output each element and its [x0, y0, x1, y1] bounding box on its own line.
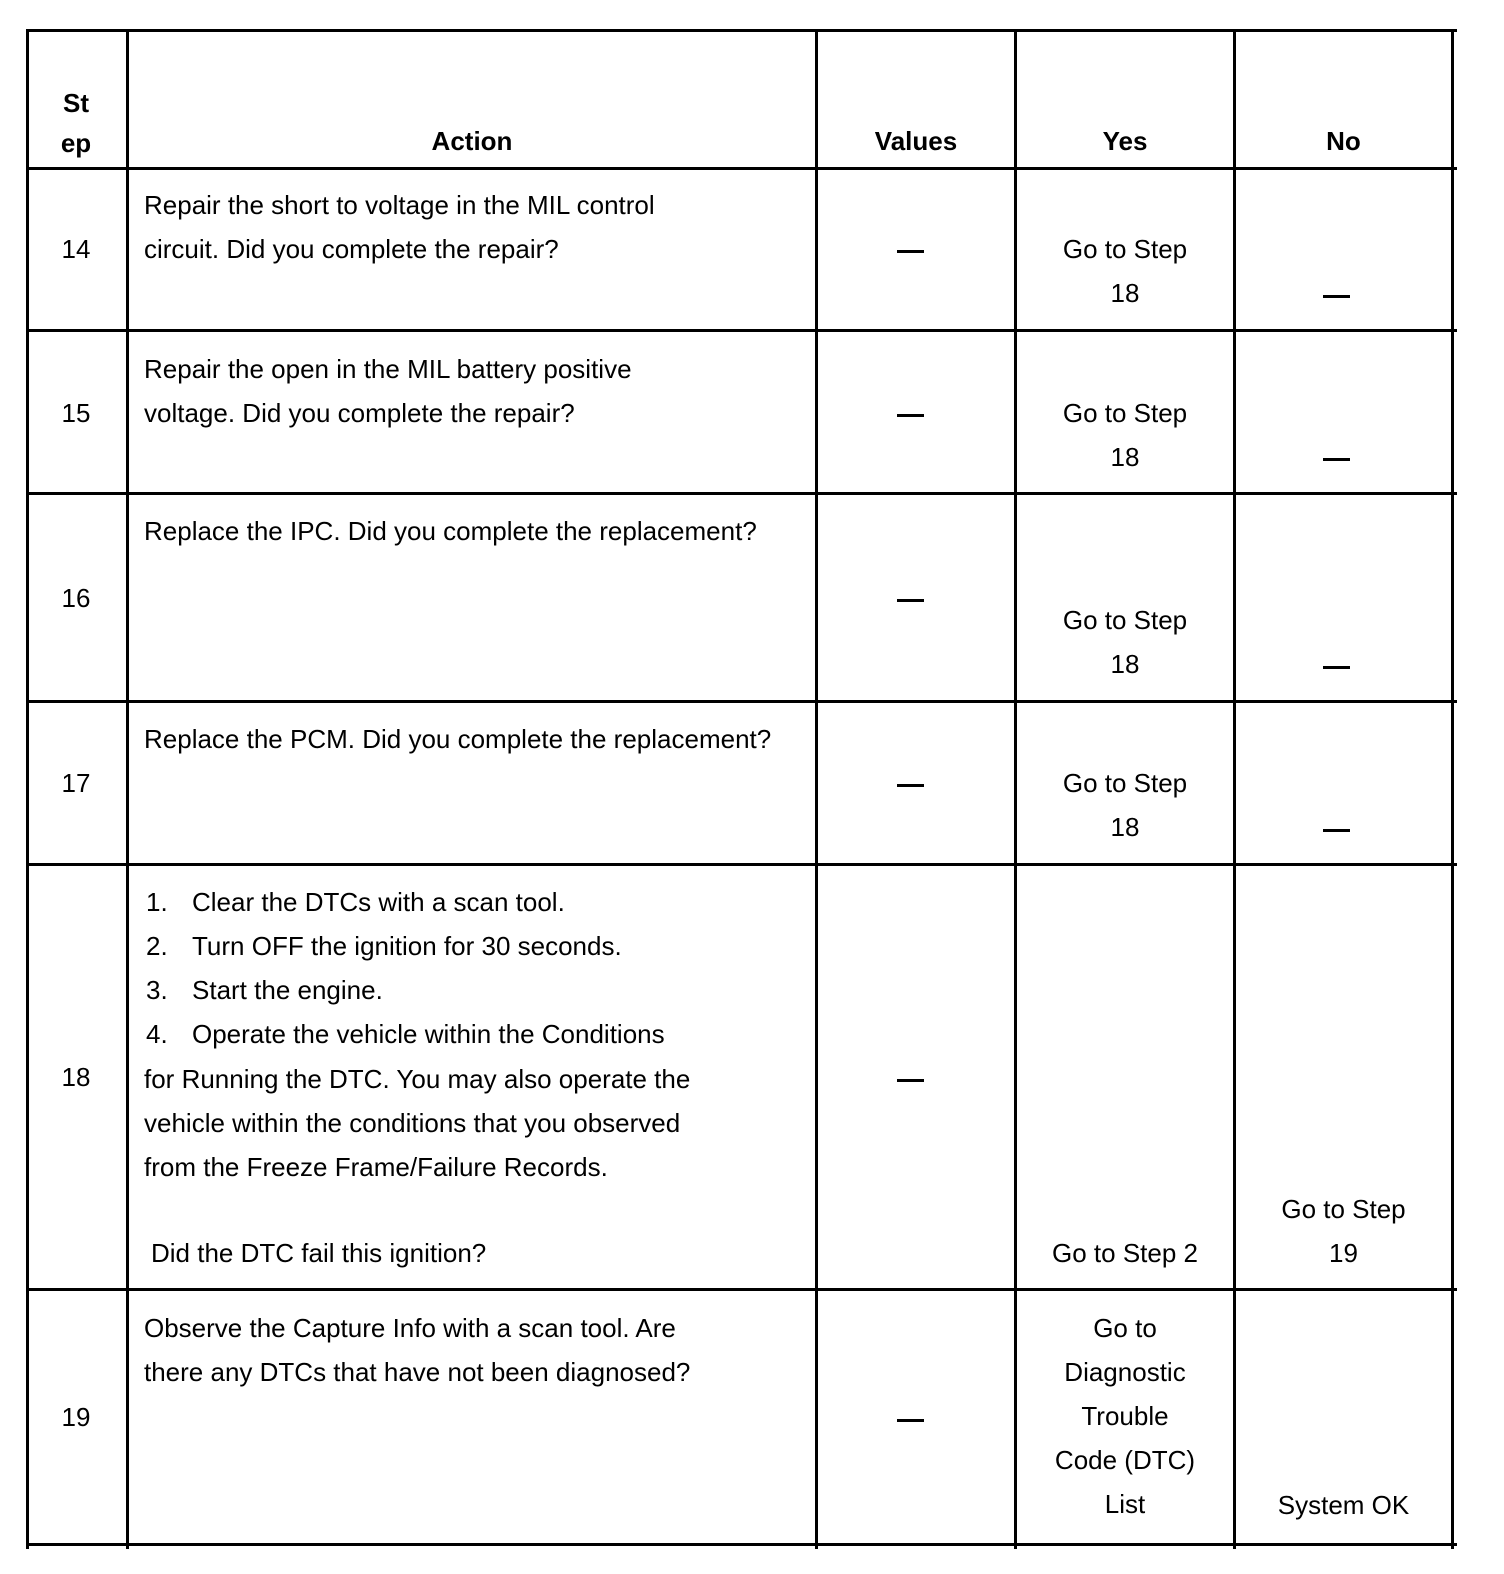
no-dash — [1323, 829, 1350, 832]
action-text: Observe the Capture Info with a scan tool. Are there any DTCs that have not been diagnosed? — [144, 1313, 691, 1387]
yes-link: Go to Step 18 — [1062, 768, 1188, 842]
header-step: St ep — [60, 88, 92, 158]
step-number: 18 — [61, 1062, 91, 1092]
yes-link: Go to Step 2 — [1052, 1238, 1198, 1268]
list-item: 1. Clear the DTCs with a scan tool. — [146, 887, 565, 917]
action-question: Did the DTC fail this ignition? — [151, 1238, 487, 1268]
header-values: Values — [874, 126, 958, 156]
action-text: Replace the PCM. Did you complete the replacement? — [144, 724, 772, 754]
action-text: Repair the short to voltage in the MIL control circuit. Did you complete the repair? — [144, 190, 655, 264]
step-number: 15 — [61, 398, 91, 428]
values-dash — [897, 250, 924, 253]
action-text: Repair the open in the MIL battery positive voltage. Did you complete the repair? — [144, 354, 632, 428]
list-item: 4. Operate the vehicle within the Conditions — [146, 1019, 665, 1049]
no-result: System OK — [1277, 1490, 1410, 1520]
action-text: Replace the IPC. Did you complete the replacement? — [144, 516, 757, 546]
step-number: 19 — [61, 1402, 91, 1432]
header-yes: Yes — [1102, 126, 1148, 156]
header-action: Action — [431, 126, 513, 156]
step-number: 17 — [61, 768, 91, 798]
yes-link: Go to Step 18 — [1062, 605, 1188, 679]
list-item: 2. Turn OFF the ignition for 30 seconds. — [146, 931, 622, 961]
action-steps-list — [146, 880, 665, 1056]
step-number: 14 — [61, 234, 91, 264]
action-text-continued: for Running the DTC. You may also operate the vehicle within the conditions that you observed from the Freeze Frame/Failure Records. — [144, 1064, 691, 1182]
no-dash — [1323, 295, 1350, 298]
values-dash — [897, 599, 924, 602]
yes-link: Go to Step 18 — [1062, 234, 1188, 308]
no-dash — [1323, 458, 1350, 461]
values-dash — [897, 1079, 924, 1082]
values-dash — [897, 1419, 924, 1422]
yes-link: Go to Step 18 — [1062, 398, 1188, 472]
no-dash — [1323, 666, 1350, 669]
diagnostic-table — [26, 29, 1454, 1549]
header-no: No — [1326, 126, 1361, 156]
values-dash — [897, 414, 924, 417]
yes-link: Go to Diagnostic Trouble Code (DTC) List — [1054, 1313, 1196, 1519]
no-link: Go to Step 19 — [1281, 1194, 1406, 1268]
list-item: 3. Start the engine. — [146, 975, 383, 1005]
step-number: 16 — [61, 583, 91, 613]
values-dash — [897, 784, 924, 787]
